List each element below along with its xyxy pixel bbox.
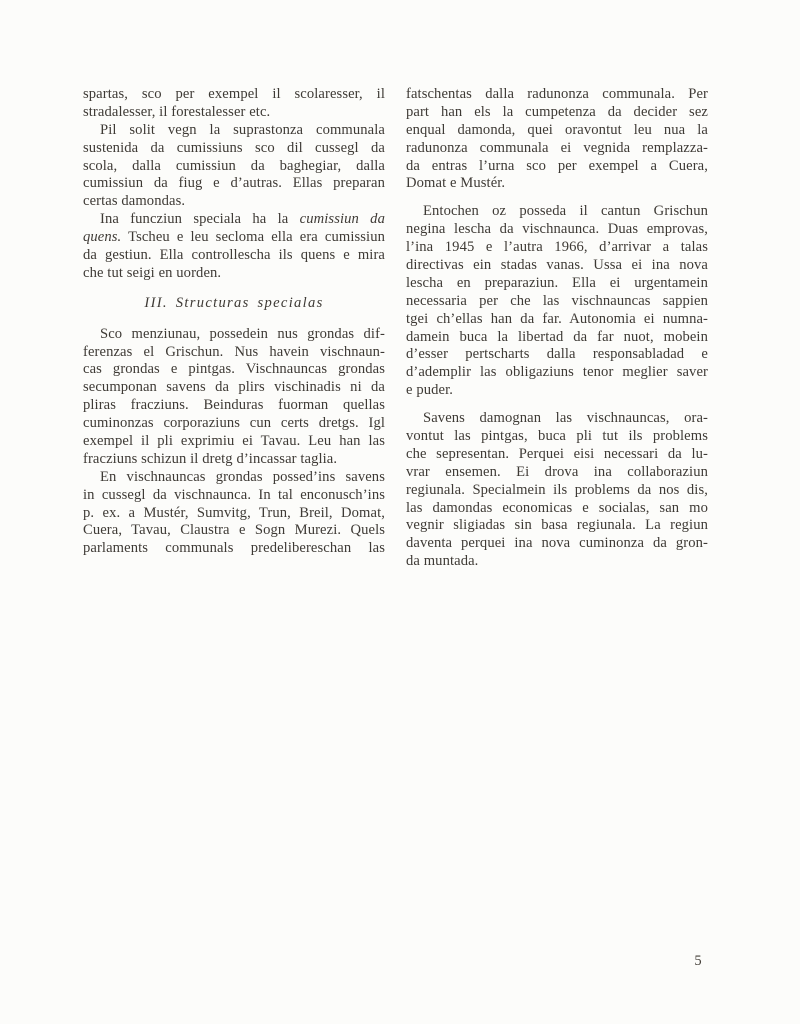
text-line: e puder. — [406, 382, 453, 399]
text-line: necessaria per che las vischnauncas sappien — [406, 292, 708, 309]
text-segment: Ina funcziun speciala ha la — [100, 211, 300, 228]
text-line: parlaments communals predelibereschan las — [83, 540, 385, 557]
text-line: daventa perquei ina nova cuminonza da gron- — [406, 535, 708, 552]
text-line: pliras fracziuns. Beinduras fuorman quellas — [83, 397, 385, 414]
text-line: da entras l’urna sco per exempel a Cuera, — [406, 157, 708, 174]
paragraph — [406, 86, 708, 193]
text-line: tgei ch’ellas han da far. Autonomia ei numna- — [406, 310, 708, 327]
text-line: da gestiun. Ella controllescha ils quens e mira — [83, 247, 385, 264]
text-line: enqual damonda, quei oravontut leu nua la — [406, 121, 708, 138]
text-line: d’ademplir las obligaziuns tenor meglier saver — [406, 364, 708, 381]
text-line: part han els la cumpetenza da decider sez — [406, 103, 708, 120]
text-segment: Tscheu e leu secloma ella era cumissiun — [121, 229, 385, 246]
text-line: las damondas economicas e socialas, san mo — [406, 499, 708, 516]
text-line: damein buca la libertad da far nuot, mobein — [406, 328, 708, 345]
text-line: Savens damognan las vischnauncas, ora- — [423, 410, 708, 427]
text-line: sustenida da cumissiuns sco dil cussegl da — [83, 139, 385, 156]
paragraph — [406, 203, 708, 400]
paragraph — [406, 410, 708, 571]
text-line: vegnir sligiadas sin basa regiunala. La regiun — [406, 517, 708, 534]
paragraph — [83, 469, 385, 558]
paragraph — [83, 86, 385, 122]
text-line: cumissiun da fiug e d’autras. Ellas preparan — [83, 175, 385, 192]
text-line: Sco menziunau, possedein nus grondas dif- — [100, 325, 385, 342]
italic-text-segment: quens. — [83, 229, 122, 246]
text-line: negina lescha da vischnaunca. Duas emprovas, — [406, 221, 708, 238]
text-line: cas grondas e pintgas. Vischnauncas grondas — [83, 361, 385, 378]
text-line: stradalesser, il forestalesser etc. — [83, 103, 271, 120]
paragraph — [83, 211, 385, 283]
text-line: Entochen oz posseda il cantun Grischun — [423, 203, 708, 220]
text-line: ferenzas el Grischun. Nus havein vischnaun- — [83, 343, 385, 360]
text-line: regiunala. Specialmein ils problems da nos dis, — [406, 481, 708, 498]
text-column-left — [83, 86, 385, 558]
text-line — [83, 211, 385, 229]
text-line: Pil solit vegn la suprastonza communala — [100, 121, 385, 138]
text-line: vontut las pintgas, buca pli tut ils problems — [406, 428, 708, 445]
text-line: directivas ein stadas vanas. Ussa ei ina nova — [406, 257, 708, 274]
text-line: secumponan savens da plirs vischinadis ni da — [83, 379, 385, 396]
text-line: En vischnauncas grondas possed’ins savens — [100, 468, 385, 485]
text-line: che tut seigi en uorden. — [83, 264, 222, 281]
text-line: in cussegl da vischnaunca. In tal enconusch’ins — [83, 486, 385, 503]
text-line: che sepresentan. Perquei eisi necessari da lu- — [406, 445, 708, 462]
page-number: 5 — [694, 953, 702, 969]
paragraph — [83, 326, 385, 469]
text-line — [83, 229, 385, 247]
section-heading: III. Structuras specialas — [144, 294, 324, 311]
text-line: fracziuns schizun il dretg d’incassar taglia. — [83, 450, 338, 467]
text-line: fatschentas dalla radunonza communala. Per — [406, 86, 708, 102]
text-line: l’ina 1945 e l’autra 1966, d’arrivar a talas — [406, 239, 708, 256]
text-line: da muntada. — [406, 553, 479, 570]
text-line: cuminonzas corporaziuns cun certs dretgs. Igl — [83, 415, 385, 432]
text-line: radunonza communala ei vegnida remplazza- — [406, 139, 708, 156]
text-line: lescha en preparaziun. Ella ei urgentamein — [406, 274, 708, 291]
text-line: vrar ensemen. Ei drova ina collaboraziun — [406, 463, 708, 480]
text-line: Domat e Mustér. — [406, 175, 506, 192]
text-line: Cuera, Tavau, Claustra e Sogn Murezi. Quels — [83, 522, 385, 539]
text-line: scola, dalla cumissiun da baghegiar, dalla — [83, 157, 385, 174]
text-line: p. ex. a Mustér, Sumvitg, Trun, Breil, Domat, — [83, 504, 385, 521]
text-line: certas damondas. — [83, 193, 186, 210]
text-column-right — [406, 86, 708, 571]
text-line: d’esser pertscharts dalla responsabladad e — [406, 346, 708, 363]
italic-text-segment: cumissiun da — [299, 211, 385, 228]
text-line: exempel il pli exprimiu ei Tavau. Leu han las — [83, 433, 385, 450]
paragraph — [83, 122, 385, 211]
text-line: spartas, sco per exempel il scolaresser, il — [83, 86, 385, 102]
